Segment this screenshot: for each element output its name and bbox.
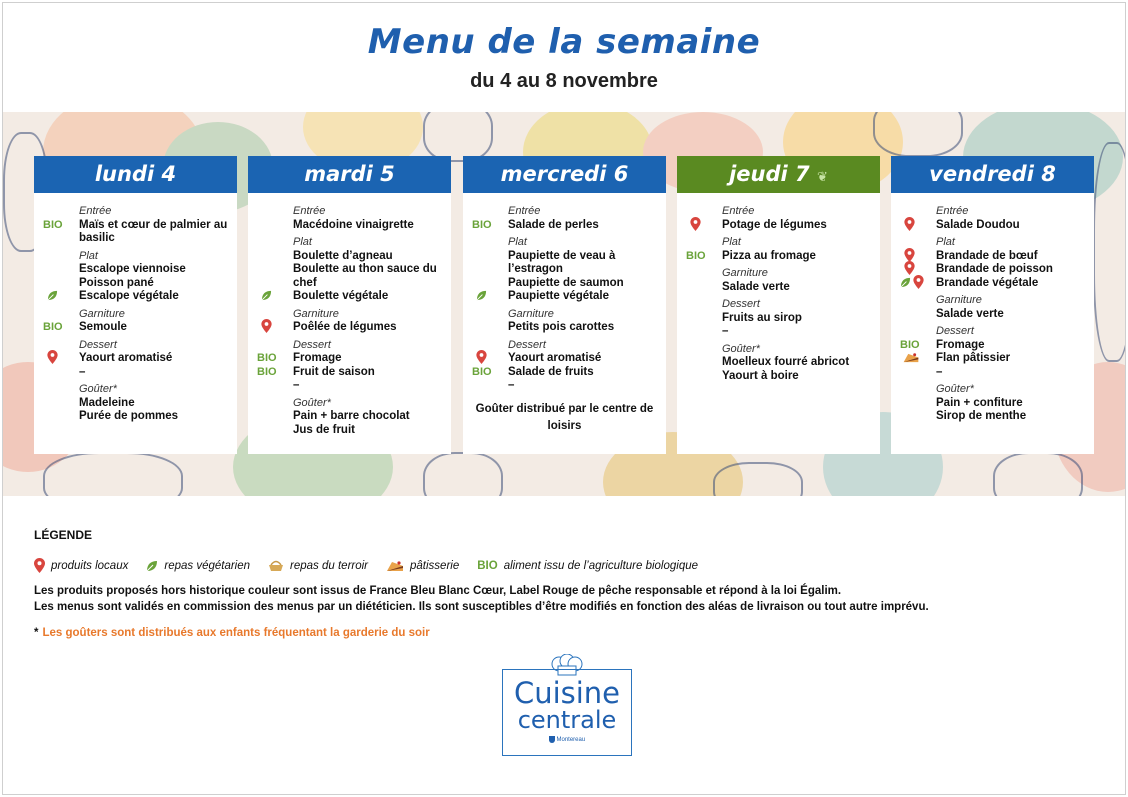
dish-label: Poêlée de légumes [293, 321, 397, 333]
menu-item [463, 219, 666, 233]
note-products: Les produits proposés hors historique couleur sont issus de France Bleu Blanc Cœur, Label Rouge de pêche responsable et répond à la loi Égalim. [34, 585, 842, 597]
menu-item [34, 352, 237, 366]
dish-label: Salade verte [722, 280, 790, 293]
category-label: Goûter* [293, 396, 331, 409]
category-label: Plat [293, 236, 312, 248]
bio-tag: BIO [477, 559, 498, 572]
menu-category [34, 339, 237, 353]
bio-badge: BIO [257, 365, 277, 378]
dish-label: Escalope végétale [79, 290, 179, 302]
dish-label: Salade Doudou [936, 218, 1020, 231]
menu-category [463, 205, 666, 219]
legend-patisserie-label: pâtisserie [410, 559, 460, 572]
menu-item [891, 250, 1094, 264]
note-gouters-text: Les goûters sont distribués aux enfants fréquentant la garderie du soir [42, 627, 430, 639]
menu-category [34, 308, 237, 322]
day-card-mardi [248, 156, 451, 454]
leaf-icon [261, 290, 272, 301]
leaf-icon [47, 290, 58, 301]
logo-line1: Cuisine [513, 676, 621, 710]
legend-patisserie [386, 560, 459, 572]
legend-terroir [268, 560, 368, 572]
menu-item [463, 321, 666, 335]
menu-item [463, 366, 666, 380]
menu-category [34, 383, 237, 397]
category-label: Plat [722, 236, 741, 248]
menu-item [463, 379, 666, 393]
day-header: vendredi 8 [891, 156, 1094, 193]
menu-category [677, 267, 880, 281]
dish-label: Escalope viennoise [79, 263, 186, 275]
menu-category [891, 383, 1094, 397]
day-header: lundi 4 [34, 156, 237, 193]
legend-local-label: produits locaux [51, 559, 129, 572]
category-label: Entrée [293, 205, 326, 217]
menu-category [677, 205, 880, 219]
menu-item [248, 263, 451, 290]
menu-item [677, 312, 880, 326]
dish-label: Paupiette de saumon [508, 276, 624, 289]
legend-title: LÉGENDE [34, 528, 93, 542]
bio-badge: BIO [900, 338, 920, 351]
dish-label: Maïs et cœur de palmier au basilic [79, 218, 228, 244]
dish-label: Semoule [79, 321, 127, 333]
menu-category [34, 250, 237, 264]
menu-item [677, 219, 880, 233]
menu-category [248, 236, 451, 250]
dish-label: Macédoine vinaigrette [293, 218, 414, 231]
menu-item [677, 370, 880, 384]
category-label: Garniture [79, 307, 125, 320]
basket-icon [268, 560, 284, 572]
legend [34, 558, 716, 573]
bio-badge: BIO [43, 218, 63, 231]
bio-badge: BIO [257, 352, 277, 364]
menu-category [891, 325, 1094, 339]
legend-bio-label: aliment issu de l’agriculture biologique [503, 559, 699, 572]
location-pin-icon [47, 350, 58, 364]
menu-category [248, 339, 451, 353]
menu-category [891, 205, 1094, 219]
day-header: mercredi 6 [463, 156, 666, 193]
menu-item [463, 290, 666, 304]
logo-line2: centrale [517, 706, 617, 734]
menu-item [248, 379, 451, 393]
category-label: Entrée [722, 205, 755, 217]
leaf-icon [476, 290, 487, 301]
menu-item [34, 290, 237, 304]
location-pin-icon [690, 217, 701, 231]
menu-item [677, 325, 880, 339]
dish-label: – [508, 379, 515, 391]
cake-icon [902, 352, 920, 363]
menu-category [677, 236, 880, 250]
gouter-note: Goûter distribué par le centre de loisirs [475, 402, 654, 432]
legend-local [34, 558, 128, 573]
dish-label: Brandade végétale [936, 276, 1039, 289]
category-label: Plat [508, 236, 527, 248]
category-label: Entrée [936, 205, 969, 217]
legend-veg-label: repas végétarien [164, 559, 251, 572]
menu-item [891, 366, 1094, 380]
location-pin-icon [904, 248, 915, 262]
bio-badge: BIO [43, 321, 63, 333]
dish-label: Poisson pané [79, 276, 154, 289]
category-label: Goûter* [79, 383, 117, 395]
note-validation: Les menus sont validés en commission des menus par un diététicien. Ils sont susceptibles d’être modifiés en fonction des aléas de livraison ou tout autre imprévu. [34, 601, 929, 613]
dish-label: – [722, 325, 729, 337]
menu-item [34, 219, 237, 246]
asterisk: * [34, 627, 39, 639]
bio-badge: BIO [472, 365, 492, 378]
day-card-vendredi [891, 156, 1094, 454]
menu-item [677, 281, 880, 295]
dish-label: Fromage [936, 338, 985, 351]
day-card-jeudi [677, 156, 880, 454]
category-label: Goûter* [936, 383, 974, 395]
category-label: Dessert [722, 298, 760, 310]
menu-category [677, 343, 880, 357]
cake-icon [386, 560, 404, 572]
menu-category [248, 308, 451, 322]
category-label: Garniture [508, 307, 554, 320]
menu-item [891, 397, 1094, 411]
dish-label: – [79, 365, 86, 378]
dish-label: Brandade de bœuf [936, 249, 1038, 262]
menu-item [463, 277, 666, 291]
dish-label: Yaourt aromatisé [79, 352, 173, 364]
dish-label: Salade de perles [508, 218, 599, 231]
menu-item [34, 397, 237, 411]
legend-veg [146, 560, 250, 572]
dish-label: Yaourt aromatisé [508, 352, 602, 364]
dish-label: Moelleux fourré abricot [722, 356, 850, 368]
dish-label: Salade de fruits [508, 365, 594, 378]
menu-item [248, 410, 451, 424]
bio-badge: BIO [686, 249, 706, 262]
category-label: Garniture [936, 294, 982, 306]
location-pin-icon [261, 319, 272, 333]
category-label: Goûter* [722, 342, 760, 355]
category-label: Dessert [936, 325, 974, 337]
menu-item [677, 356, 880, 370]
location-pin-icon [904, 261, 915, 275]
dish-label: Brandade de poisson [936, 263, 1053, 275]
dish-label: Boulette végétale [293, 290, 389, 302]
menu-item [891, 339, 1094, 353]
dish-label: Fromage [293, 352, 342, 364]
menu-item [34, 321, 237, 335]
category-label: Entrée [508, 205, 541, 217]
page-title: Menu de la semaine [367, 22, 761, 62]
location-pin-icon [913, 275, 924, 289]
location-pin-icon [34, 558, 45, 573]
leaf-icon: ❦ [816, 170, 828, 185]
note-gouters [34, 627, 430, 639]
bio-badge: BIO [472, 218, 492, 231]
menu-item [891, 352, 1094, 366]
menu-item [463, 250, 666, 277]
menu-item [248, 290, 451, 304]
category-label: Garniture [722, 267, 768, 279]
logo-city-text: Montereau [556, 737, 586, 744]
menu-category [677, 298, 880, 312]
menu-category [463, 339, 666, 353]
menu-category [248, 205, 451, 219]
decorative-background [3, 112, 1125, 496]
menu-item [891, 410, 1094, 424]
dish-label: Yaourt à boire [722, 369, 799, 382]
dish-label: Pizza au fromage [722, 249, 816, 262]
menu-item [463, 352, 666, 366]
menu-category [248, 397, 451, 411]
legend-terroir-label: repas du terroir [290, 559, 369, 572]
leaf-icon [900, 277, 911, 288]
menu-item [677, 250, 880, 264]
menu-item [34, 366, 237, 380]
menu-item [248, 250, 451, 264]
leaf-icon [146, 560, 158, 572]
dish-label: – [936, 365, 943, 378]
shield-icon [549, 736, 555, 743]
location-pin-icon [476, 350, 487, 364]
dish-label: Boulette au thon sauce du chef [293, 263, 437, 289]
dish-label: Fruit de saison [293, 365, 375, 378]
category-label: Dessert [293, 338, 331, 351]
dish-label: Petits pois carottes [508, 321, 615, 333]
dish-label: Potage de légumes [722, 218, 827, 231]
legend-bio [477, 560, 698, 572]
dish-label: Salade verte [936, 307, 1004, 320]
dish-label: – [293, 379, 300, 391]
dish-label: Boulette d’agneau [293, 249, 393, 262]
logo-city [503, 736, 631, 743]
menu-item [891, 308, 1094, 322]
menu-item [248, 366, 451, 380]
menu-item [34, 410, 237, 424]
dish-label: Paupiette végétale [508, 290, 609, 302]
menu-item [34, 263, 237, 277]
category-label: Entrée [79, 205, 112, 217]
menu-category [463, 308, 666, 322]
category-label: Dessert [508, 338, 546, 351]
day-card-mercredi [463, 156, 666, 454]
dish-label: Fruits au sirop [722, 311, 802, 324]
cuisine-centrale-logo [502, 669, 632, 756]
day-name: jeudi 7 [729, 162, 810, 186]
dish-label: Jus de fruit [293, 423, 355, 436]
day-header [677, 156, 880, 193]
menu-category [34, 205, 237, 219]
category-label: Plat [936, 236, 955, 248]
menu-item [891, 277, 1094, 291]
menu-category [463, 236, 666, 250]
dish-label: Pain + barre chocolat [293, 410, 410, 422]
menu-category [891, 294, 1094, 308]
day-card-lundi [34, 156, 237, 454]
menu-item [248, 424, 451, 438]
location-pin-icon [904, 217, 915, 231]
menu-item [891, 219, 1094, 233]
dish-label: Purée de pommes [79, 410, 179, 422]
dish-label: Madeleine [79, 396, 135, 409]
category-label: Plat [79, 249, 98, 262]
page-subtitle: du 4 au 8 novembre [470, 70, 658, 92]
day-header: mardi 5 [248, 156, 451, 193]
menu-item [248, 321, 451, 335]
menu-category [891, 236, 1094, 250]
category-label: Garniture [293, 307, 339, 320]
category-label: Dessert [79, 338, 117, 351]
dish-label: Flan pâtissier [936, 352, 1011, 364]
menu-item [248, 219, 451, 233]
dish-label: Paupiette de veau à l’estragon [508, 249, 616, 275]
dish-label: Pain + confiture [936, 396, 1023, 409]
menu-item [248, 352, 451, 366]
menu-item [34, 277, 237, 291]
dish-label: Sirop de menthe [936, 410, 1027, 422]
